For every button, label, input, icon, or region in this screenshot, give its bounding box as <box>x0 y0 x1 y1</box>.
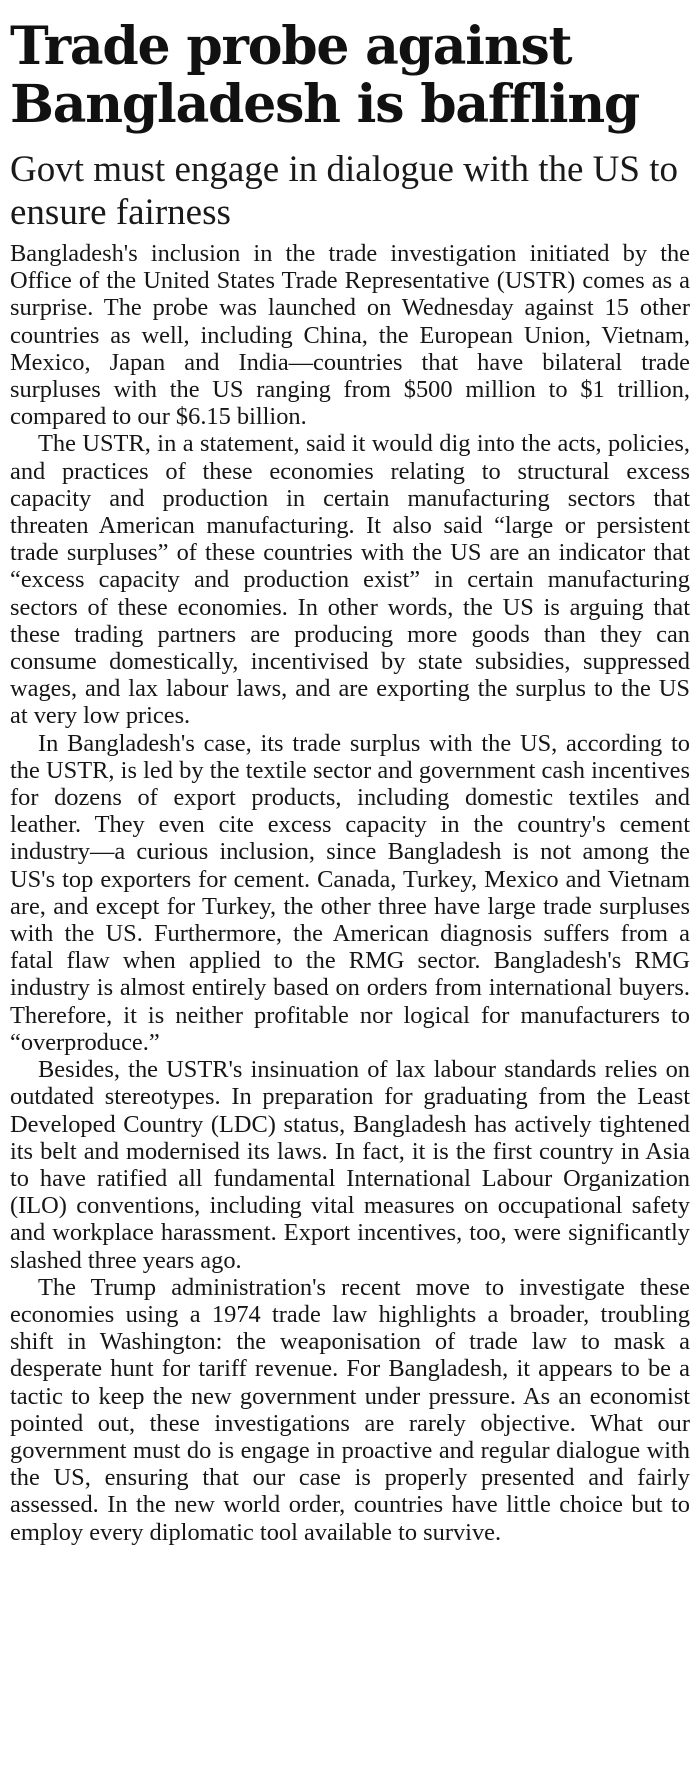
body-paragraph: Besides, the USTR's insinuation of lax labour standards relies on outdated stereotypes. In preparation for graduating from the Least Developed Country (LDC) status, Bangladesh has actively tightened its belt and modernised its laws. In fact, it is the first country in Asia to have ratified all fundamental International Labour Organization (ILO) conventions, including vital measures on occupational safety and workplace harassment. Export incentives, too, were significantly slashed three years ago. <box>10 1056 690 1274</box>
body-paragraph: The Trump administration's recent move to investigate these economies using a 1974 trade law highlights a broader, troubling shift in Washington: the weaponisation of trade law to mask a desperate hunt for tariff revenue. For Bangladesh, it appears to be a tactic to keep the new government under pressure. As an economist pointed out, these investigations are rarely objective. What our government must do is engage in proactive and regular dialogue with the US, ensuring that our case is properly presented and fairly assessed. In the new world order, countries have little choice but to employ every diplomatic tool available to survive. <box>10 1273 690 1546</box>
headline: Trade probe against Bangladesh is baffling <box>10 16 640 135</box>
body-paragraph: Bangladesh's inclusion in the trade investigation initiated by the Office of the United States Trade Representative (USTR) comes as a surprise. The probe was launched on Wednesday against 15 other countries as well, including China, the European Union, Vietnam, Mexico, Japan and India—countries that have bilateral trade surpluses with the US ranging from $500 million to $1 trillion, compared to our $6.15 billion. <box>10 240 690 431</box>
body-paragraph: The USTR, in a statement, said it would dig into the acts, policies, and practices of these economies relating to structural excess capacity and production in certain manufacturing sectors that threaten American manufacturing. It also said “large or persistent trade surpluses” of these countries with the US are an indicator that “excess capacity and production exist” in certain manufacturing sectors of these economies. In other words, the US is arguing that these trading partners are producing more goods than they can consume domestically, incentivised by state subsidies, suppressed wages, and lax labour laws, and are exporting the surplus to the US at very low prices. <box>10 430 690 730</box>
subheadline: Govt must engage in dialogue with the US to ensure fairness <box>10 149 678 233</box>
editorial-article <box>10 18 690 1546</box>
article-body <box>10 240 690 1546</box>
body-paragraph: In Bangladesh's case, its trade surplus with the US, according to the USTR, is led by the textile sector and government cash incentives for dozens of export products, including domestic textiles and leather. They even cite excess capacity in the country's cement industry—a curious inclusion, since Bangladesh is not among the US's top exporters for cement. Canada, Turkey, Mexico and Vietnam are, and except for Turkey, the other three have large trade surpluses with the US. Furthermore, the American diagnosis suffers from a fatal flaw when applied to the RMG sector. Bangladesh's RMG industry is almost entirely based on orders from international buyers. Therefore, it is neither profitable nor logical for manufacturers to “overproduce.” <box>10 729 690 1056</box>
